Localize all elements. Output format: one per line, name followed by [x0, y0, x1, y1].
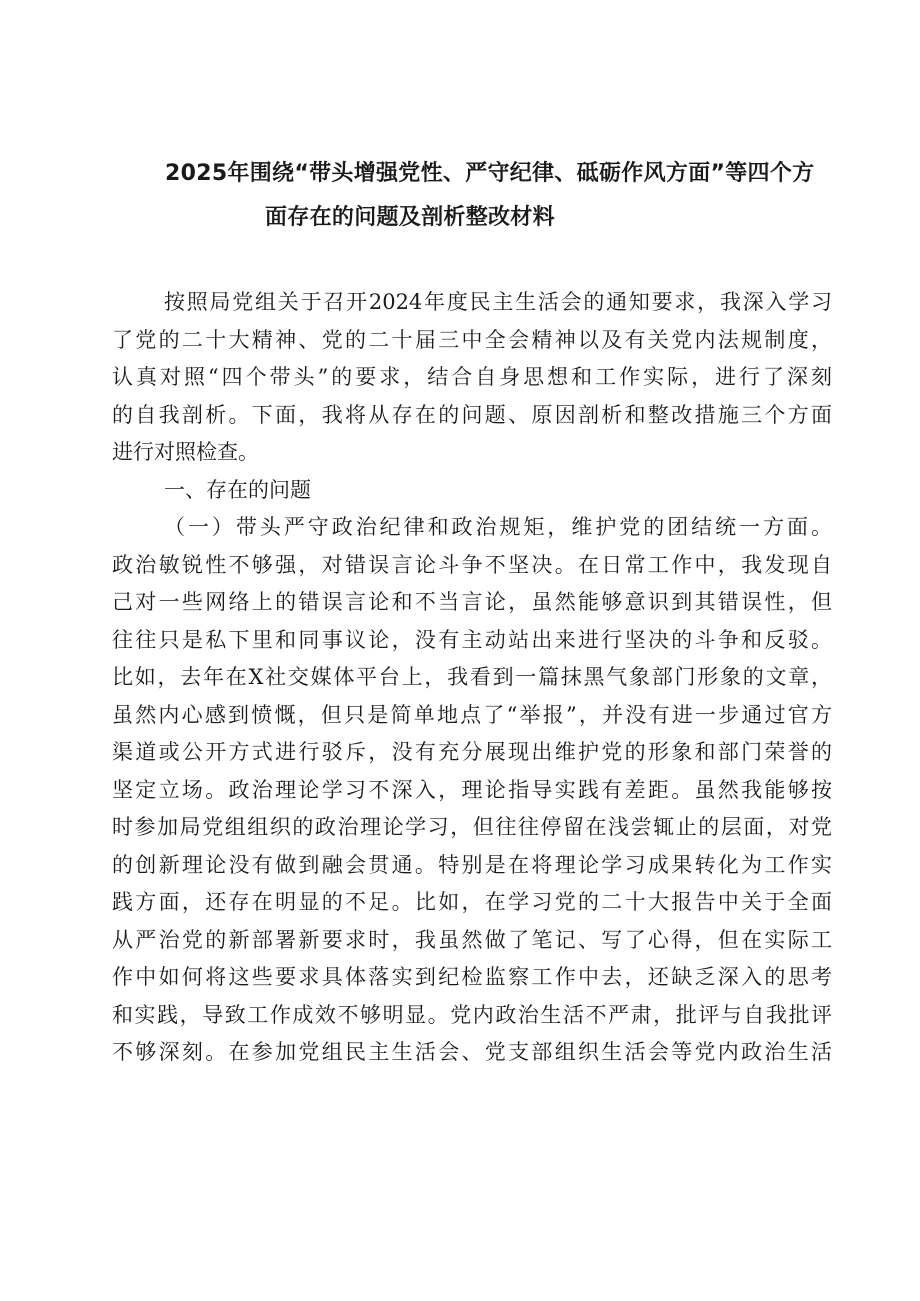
document-title [165, 152, 845, 240]
paragraph-line: 按照局党组关于召开2024年度民主生活会的通知要求，我深入学习 [164, 290, 832, 314]
paragraph-line: 作中如何将这些要求具体落实到纪检监察工作中去，还缺乏深入的思考 [112, 965, 832, 989]
paragraph-line: 时参加局党组组织的政治理论学习，但往往停留在浅尝辄止的层面，对党 [112, 815, 832, 839]
paragraph-line: 渠道或公开方式进行驳斥，没有充分展现出维护党的形象和部门荣誉的 [112, 740, 832, 764]
paragraph-line: 坚定立场。政治理论学习不深入，理论指导实践有差距。虽然我能够按 [112, 777, 832, 802]
paragraph-line: 政治敏锐性不够强，对错误言论斗争不坚决。在日常工作中，我发现自 [112, 552, 832, 577]
title-line-2: 面存在的问题及剖析整改材料 [265, 205, 555, 230]
paragraph-line: 往往只是私下里和同事议论，没有主动站出来进行坚决的斗争和反驳。 [112, 627, 832, 652]
paragraph-line: 从严治党的新部署新要求时，我虽然做了笔记、写了心得，但在实际工 [112, 927, 832, 952]
paragraph-line: 不够深刻。在参加党组民主生活会、党支部组织生活会等党内政治生活 [112, 1040, 832, 1064]
paragraph-line: 了党的二十大精神、党的二十届三中全会精神以及有关党内法规制度， [112, 327, 832, 352]
paragraph-line: 和实践，导致工作成效不够明显。党内政治生活不严肃，批评与自我批评 [112, 1002, 832, 1027]
paragraph-line: 的自我剖析。下面，我将从存在的问题、原因剖析和整改措施三个方面 [112, 402, 832, 427]
paragraph-line: 虽然内心感到愤慨，但只是简单地点了“举报”，并没有进一步通过官方 [112, 702, 832, 727]
paragraph-line: 践方面，还存在明显的不足。比如，在学习党的二十大报告中关于全面 [112, 890, 832, 914]
paragraph-line: 比如，去年在X社交媒体平台上，我看到一篇抹黑气象部门形象的文章， [112, 665, 832, 689]
paragraph-line: 的创新理论没有做到融会贯通。特别是在将理论学习成果转化为工作实 [112, 852, 832, 877]
section-heading: 一、存在的问题 [164, 477, 311, 502]
title-line-1: 2025年围绕“带头增强党性、严守纪律、砥砺作风方面”等四个方 [165, 161, 815, 186]
paragraph-line: 认真对照“四个带头”的要求，结合自身思想和工作实际，进行了深刻 [112, 365, 832, 389]
paragraph-line: （一）带头严守政治纪律和政治规矩，维护党的团结统一方面。 [164, 515, 832, 539]
paragraph-line: 己对一些网络上的错误言论和不当言论，虽然能够意识到其错误性，但 [112, 590, 832, 614]
paragraph-line: 进行对照检查。 [112, 440, 259, 464]
document-body [112, 284, 832, 1072]
